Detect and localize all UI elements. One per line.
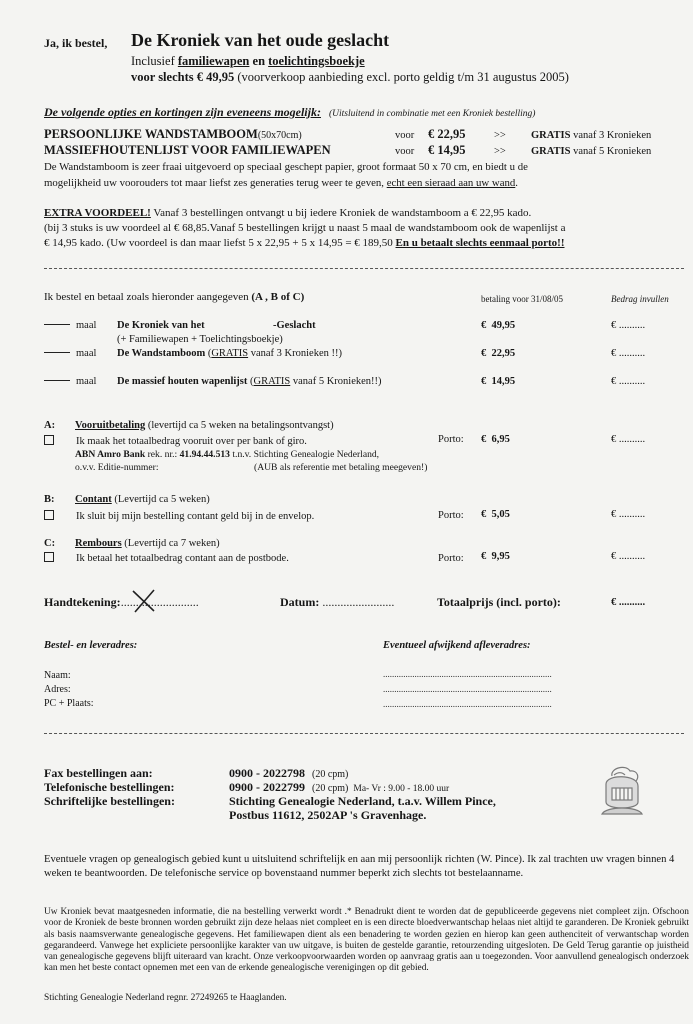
checkbox-b[interactable] [44,510,54,520]
bank-rek: rek. nr.: [147,449,178,460]
order-intro-line [44,291,304,303]
quantity-field[interactable] [44,324,70,325]
options-heading: De volgende opties en kortingen zijn eveneens mogelijk: [44,105,321,119]
bank-account: 41.94.44.513 [179,449,230,460]
intro-text: Ja, ik bestel, [44,36,108,50]
extra-label: EXTRA VOORDEEL! [44,207,151,219]
euro-sign: € [481,348,487,359]
options-heading-row [44,103,535,121]
option-note: vanaf 3 Kronieken [573,130,652,141]
signature-label: Handtekening: [44,595,121,609]
mail-label: Schriftelijke bestellingen: [44,794,175,808]
amount-field[interactable]: € .......... [611,434,646,445]
option-voor: voor [395,146,415,157]
name-label: Naam: [44,670,71,681]
tel-label: Telefonische bestellingen: [44,780,175,794]
product-paren: ( [250,376,254,387]
option-price: € 14,95 [428,143,466,157]
knight-helmet-icon [592,762,652,822]
questions-paragraph: Eventuele vragen op genealogisch gebied kunt u uitsluitend schriftelijk en aan mij persoonlijk richten (W. Pince). Ik zal trachten uw vragen binnen 4 weken te beantwoorden. De telefonische service op bovenstaand nummer beperkt zich slechts tot bestelaanname. [44,854,675,879]
option-price: € 22,95 [428,127,466,141]
option-gratis: GRATIS [531,130,571,141]
quantity-field[interactable] [44,352,70,353]
alt-address-line2[interactable]: ........................................................................... [383,684,552,694]
option-letter: B: [44,494,55,505]
option-line: Ik maak het totaalbedrag vooruit over per bank of giro. [76,436,307,447]
order-intro [44,36,107,51]
extra-text1: Vanaf 3 bestellingen ontvangt u bij iedere Kroniek de wandstamboom a € 22,95 kado. [153,207,532,219]
option-line: Ik betaal het totaalbedrag contant aan de postbode. [76,553,289,564]
porto-price: 6,95 [491,434,510,445]
alt-address-heading: Eventueel afwijkend afleveradres: [383,640,531,651]
option-voor: voor [395,130,415,141]
option-note: (Levertijd ca 5 weken) [114,494,210,505]
product-sub: (+ Familiewapen + Toelichtingsboekje) [117,334,283,345]
option-letter: A: [44,420,56,431]
option-line: Ik sluit bij mijn bestelling contant geld bij in de envelop. [76,511,315,522]
price-main: voor slechts € 49,95 [131,70,235,84]
extra-line1 [44,207,531,219]
product-gratis-note: vanaf 3 Kronieken !!) [250,348,342,359]
divider [44,268,684,269]
amount-field[interactable]: € .......... [611,376,646,387]
amount-field[interactable]: € .......... [611,551,646,562]
signature-field[interactable] [44,595,199,610]
fax-label: Fax bestellingen aan: [44,766,153,780]
option-arrow: >> [494,146,506,157]
alt-address-line1[interactable]: ........................................................................... [383,669,552,679]
bank-aub: (AUB als referentie met betaling meegeven!) [254,462,428,473]
signature-dots: .......................... [120,595,199,609]
postcode-label: PC + Plaats: [44,698,94,709]
desc2-underlined: echt een sieraad aan uw wand [386,177,516,189]
mail-address-1: Stichting Genealogie Nederland, t.a.v. Willem Pince, [229,794,496,808]
fax-number: 0900 - 2022798 [229,766,305,780]
subtitle-boekje: toelichtingsboekje [268,54,365,68]
option-title: Contant [75,494,112,505]
tel-number: 0900 - 2022799 [229,780,305,794]
col-header-amount: Bedrag invullen [611,294,669,304]
option-note: (levertijd ca 5 weken na betalingsontvangst) [147,420,334,431]
porto-label: Porto: [438,553,464,564]
divider [44,733,684,734]
total-label: Totaalprijs (incl. porto): [437,595,561,609]
date-dots: ........................ [322,595,395,609]
mail-address-2: Postbus 11612, 2502AP 's Gravenhage. [229,808,427,822]
desc2-end: . [515,177,518,189]
option-name: MASSIEFHOUTENLIJST VOOR FAMILIEWAPEN [44,143,331,157]
extra-line2: (bij 3 stuks is uw voordeel al € 68,85.Vanaf 5 bestellingen krijgt u naast 5 maal de wandstamboom ook de wapenlijst a [44,222,566,234]
price-note: (voorverkoop aanbieding excl. porto geldig t/m 31 augustus 2005) [237,70,569,84]
option-size: (50x70cm) [257,130,302,141]
checkbox-a[interactable] [44,435,54,445]
maal-label: maal [76,348,97,359]
tel-hours: Ma- Vr : 9.00 - 18.00 uur [353,784,450,794]
porto-price: 9,95 [491,551,510,562]
product-price: 22,95 [491,348,516,359]
alt-address-line3[interactable]: ........................................................................... [383,699,552,709]
amount-field[interactable]: € .......... [611,320,646,331]
col-header-payment: betaling voor 31/08/05 [481,294,563,304]
options-heading-note: (Uitsluitend in combinatie met een Kroniek bestelling) [328,109,536,119]
bank-ovv: o.v.v. Editie-nummer: [75,462,159,473]
product-paren: ( [207,348,212,359]
fax-note: (20 cpm) [312,769,349,780]
euro-sign: € [481,376,487,387]
product-name: De Wandstamboom [117,348,206,359]
product-gratis-note: vanaf 5 Kronieken!!) [292,376,382,387]
maal-label: maal [76,320,97,331]
order-intro-text: Ik bestel en betaal zoals hieronder aangegeven [44,291,249,303]
order-intro-bold: (A , B of C) [251,291,305,303]
product-price: 14,95 [491,376,516,387]
euro-sign: € [481,434,487,445]
option-letter: C: [44,538,56,549]
porto-price: 5,05 [491,509,510,520]
amount-field[interactable]: € .......... [611,509,646,520]
address-label: Adres: [44,684,71,695]
address-heading: Bestel- en leveradres: [44,640,138,651]
option-note: vanaf 5 Kronieken [573,146,652,157]
option-title: Vooruitbetaling [75,420,146,431]
options-desc-line2 [44,177,518,189]
registration-number: Stichting Genealogie Nederland regnr. 27249265 te Haaglanden. [44,993,287,1003]
porto-label: Porto: [438,434,464,445]
subtitle-line [131,54,365,69]
euro-sign: € [481,509,487,520]
date-label: Datum: [280,595,320,609]
fine-print: Uw Kroniek bevat maatgesneden informatie, die na bestelling verwerkt wordt .* Benadrukt dient te worden dat de gepubliceerde gegevens niet compleet zijn. Ofschoon voor de Kroniek de beste bronnen worden gebruikt zijn deze helaas niet compleet en is een directe bloedverwantschap helaas niet altijd te garanderen. De Kroniek gebruikt als basis naamsverwante genealogische gegevens. Het familiewapen dient als een benadering te worden gezien en hierop kan geen authenciteit of verwantschap worden gegarandeerd. Vanwege het expliciete persoonlijke karakter van uw uitgave, is buiten de gestelde garantie, retourzending uitgesloten. De Geld Terug garantie op juistheid van genealogische gegevens blijft uiteraard van kracht. Onze verkoopvoorwaarden worden op aanvraag gratis aan u toegezonden. Voor aanvullend genealogisch onderzoek kan men het beste contact opnemen met een van de erkende genealogische verenigingen op dit gebied. [44,907,689,974]
option-note: (Levertijd ca 7 weken) [124,538,220,549]
tel-note: (20 cpm) [312,783,349,794]
bank-tnv: t.n.v. Stichting Genealogie Nederland, [232,449,380,460]
euro-sign: € [481,320,487,331]
page-title: De Kroniek van het oude geslacht [131,30,390,50]
extra-line3 [44,237,565,249]
euro-sign: € [481,551,487,562]
product-name: De massief houten wapenlijst [117,376,248,387]
amount-field[interactable]: € .......... [611,348,646,359]
date-field[interactable] [280,595,394,610]
product-name: De Kroniek van het [117,320,205,331]
maal-label: maal [76,376,97,387]
bank-name: ABN Amro Bank [75,449,146,460]
total-amount-field[interactable]: € .......... [611,597,646,608]
options-desc-line1: De Wandstamboom is zeer fraai uitgevoerd op speciaal geschept papier, groot formaat 50 x 70 cm, en biedt u de [44,161,528,173]
option-gratis: GRATIS [531,146,571,157]
product-gratis: GRATIS [253,376,291,387]
price-line [131,70,569,85]
signature-cross-mark [130,588,158,614]
extra-bold: En u betaalt slechts eenmaal porto!! [395,237,565,249]
subtitle-en: en [252,54,266,68]
checkbox-c[interactable] [44,552,54,562]
option-name: PERSOONLIJKE WANDSTAMBOOM [44,127,258,141]
extra-text3: € 14,95 kado. (Uw voordeel is dan maar liefst 5 x 22,95 + 5 x 14,95 = € 189,50 [44,237,393,249]
product-gratis: GRATIS [211,348,249,359]
subtitle-familiewapen: familiewapen [177,54,250,68]
option-title: Rembours [75,538,122,549]
product-suffix: -Geslacht [273,320,316,331]
porto-label: Porto: [438,510,464,521]
desc2-text: mogelijkheid uw voorouders tot maar liefst zes generaties terug weer te geven, [44,177,384,189]
quantity-field[interactable] [44,380,70,381]
product-price: 49,95 [491,320,516,331]
option-arrow: >> [494,130,506,141]
subtitle-prefix: Inclusief [131,54,175,68]
